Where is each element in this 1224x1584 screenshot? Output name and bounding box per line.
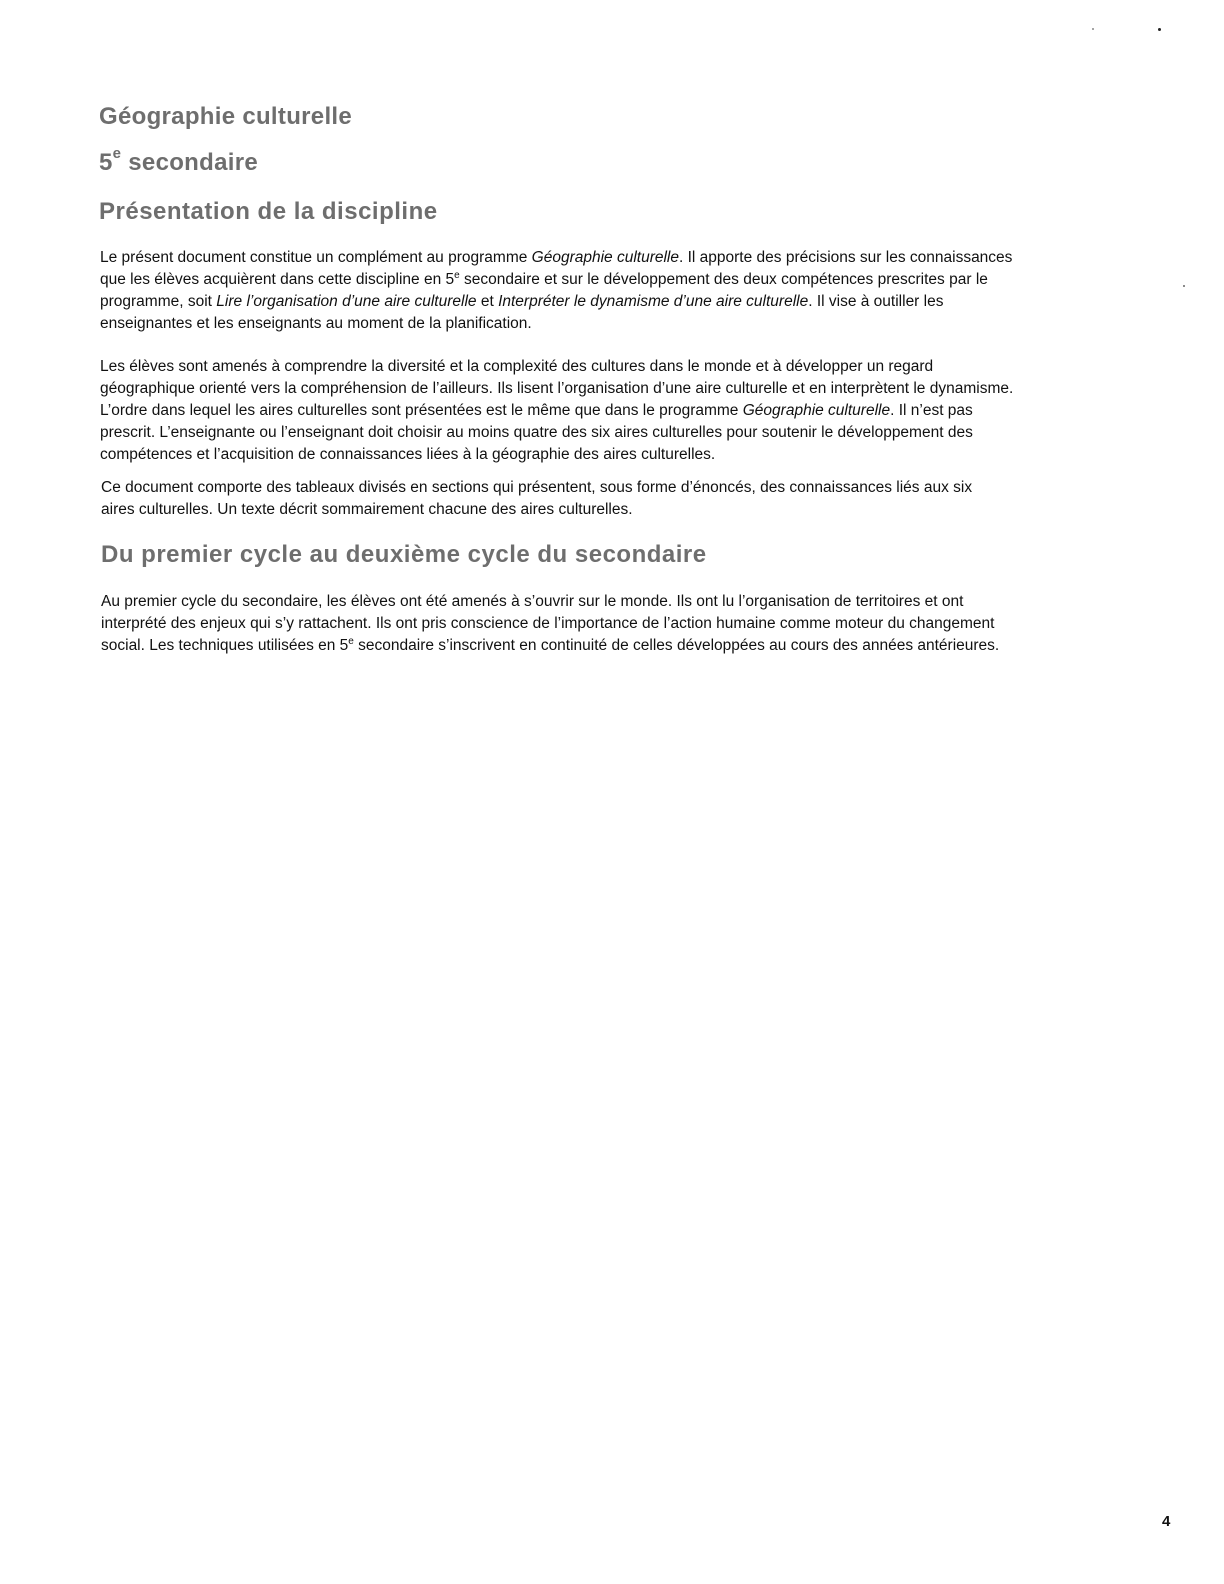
paragraph-text: Au premier cycle du secondaire, les élèves ont été amenés à s’ouvrir sur le monde. Ils ont lu l’organisation de territoires et ont interprété des enjeux qui s’y rattachent. Ils ont pris conscience de l’importance de l’action humaine comme moteur du changement social. Les techniques utilisées en 5 xyxy=(101,593,995,654)
paragraph-text: secondaire s’inscrivent en continuité de celles développées au cours des années antérieures. xyxy=(353,637,1000,654)
paragraph-text: . Il vise à outiller les enseignantes et les enseignants au moment de la planification. xyxy=(100,293,944,332)
competency-1-italic: Lire l’organisation d’une aire culturelle xyxy=(216,293,477,310)
competency-2-italic: Interpréter le dynamisme d’une aire culturelle xyxy=(498,293,809,310)
title-block xyxy=(99,101,352,179)
scan-speck xyxy=(1183,285,1185,287)
section-heading-cycles: Du premier cycle au deuxième cycle du secondaire xyxy=(101,541,707,568)
subtitle-text: secondaire xyxy=(121,149,259,176)
paragraph-text: secondaire et sur le développement des deux compétences prescrites par le programme, soit xyxy=(100,271,988,310)
page-number: 4 xyxy=(1162,1513,1171,1530)
paragraph-text: et xyxy=(476,293,499,310)
scan-speck xyxy=(1092,28,1094,30)
paragraph-text: . Il n’est pas prescrit. L’enseignante ou l’enseignant doit choisir au moins quatre des six aires culturelles pour soutenir le développement des compétences et l’acquisition de connaissances liées à la géographie des aires culturelles. xyxy=(100,402,973,463)
paragraph-document-tables: Ce document comporte des tableaux divisés en sections qui présentent, sous forme d’énoncés, des connaissances liés aux six aires culturelles. Un texte décrit sommairement chacune des aires culturelles. xyxy=(101,479,973,518)
document-title: Géographie culturelle xyxy=(99,103,353,130)
paragraph-text: . Il apporte des précisions sur les connaissances que les élèves acquièrent dans cette discipline en 5 xyxy=(100,249,1013,288)
scan-speck xyxy=(1158,28,1161,31)
paragraph-first-cycle xyxy=(101,591,1026,657)
subtitle-superscript: e xyxy=(112,145,122,162)
paragraph-text: Les élèves sont amenés à comprendre la diversité et la complexité des cultures dans le monde et à développer un regard géographique orienté vers la compréhension de l’ailleurs. Ils lisent l’organisation d’une aire culturelle et en interprètent le dynamisme. L’ordre dans lequel les aires culturelles sont présentées est le même que dans le programme xyxy=(100,358,1014,419)
ordinal-superscript: e xyxy=(454,269,460,281)
ordinal-superscript: e xyxy=(348,635,354,647)
paragraph-intro xyxy=(100,247,1020,335)
section-heading-presentation: Présentation de la discipline xyxy=(99,198,438,225)
subtitle-number: 5 xyxy=(99,149,113,176)
document-subtitle xyxy=(99,141,352,179)
program-title-italic: Géographie culturelle xyxy=(742,402,891,419)
paragraph-text: Le présent document constitue un complément au programme xyxy=(100,249,532,266)
program-title-italic: Géographie culturelle xyxy=(531,249,679,266)
paragraph-students xyxy=(100,356,1020,466)
